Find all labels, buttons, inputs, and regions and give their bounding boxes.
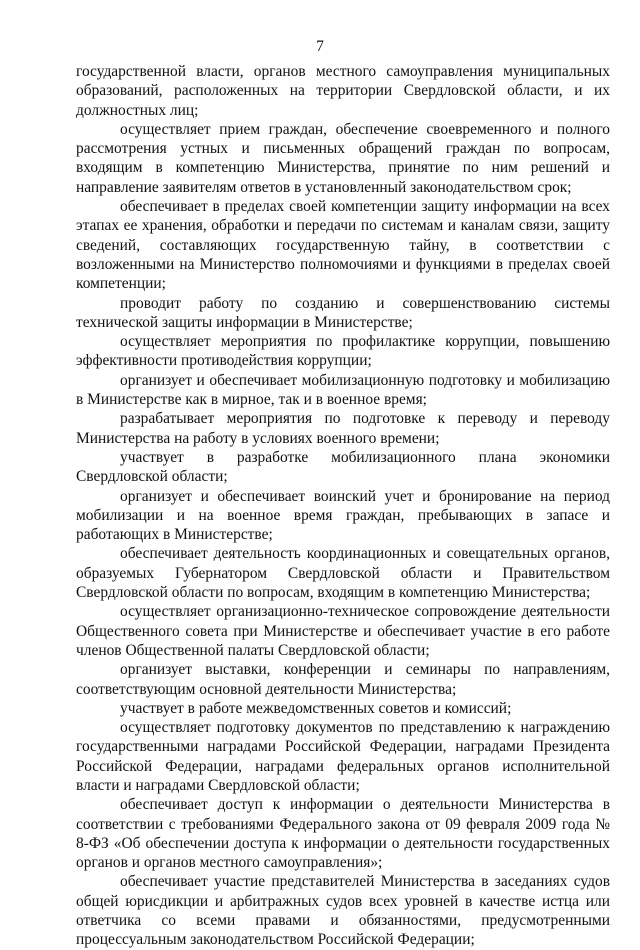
paragraph-continuation: государственной власти, органов местного самоуправления муниципальных образований, расположенных на территории Свердловской области, и их должностных лиц; — [76, 63, 610, 119]
paragraph-technical-protection: проводит работу по созданию и совершенствованию системы технической защиты информации в Министерстве; — [76, 294, 610, 331]
document-body — [76, 62, 610, 950]
paragraph-mobilization-plan: участвует в разработке мобилизационного плана экономики Свердловской области; — [76, 448, 610, 486]
paragraph-citizen-reception: осуществляет прием граждан, обеспечение своевременного и полного рассмотрения устных и письменных обращений граждан по вопросам, входящим в компетенцию Министерства, принятие по ним решений и направление заявителям ответов в установленный законодательством срок; — [76, 120, 610, 196]
paragraph-military-registration: организует и обеспечивает воинский учет и бронирование на период мобилизации и на военное время граждан, пребывающих в запасе и работающих в Министерстве; — [76, 487, 610, 544]
paragraph-public-council: осуществляет организационно-техническое сопровождение деятельности Общественного совета при Министерстве и обеспечивает участие в его работе членов Общественной палаты Свердловской области; — [76, 603, 610, 659]
paragraph-information-access: обеспечивает доступ к информации о деятельности Министерства в соответствии с требованиями Федерального закона от 09 февраля 2009 года № 8-ФЗ «Об обеспечении доступа к информации о деятельности государственных органов и органов местного самоуправления»; — [76, 796, 610, 872]
paragraph-interagency-councils: участвует в работе межведомственных советов и комиссий; — [120, 699, 512, 717]
paragraph-exhibitions: организует выставки, конференции и семинары по направлениям, соответствующим основной деятельности Министерства; — [76, 661, 610, 698]
paragraph-court-representation: обеспечивает участие представителей Министерства в заседаниях судов общей юрисдикции и арбитражных судов всех уровней в качестве истца или ответчика со всеми правами и обязанностями, предусмотренными процессуальным законодательством Российской Федерации; — [76, 873, 610, 949]
paragraph-state-awards: осуществляет подготовку документов по представлению к награждению государственными наградами Российской Федерации, наградами Президента Российской Федерации, наградами федеральных органов исполнительной власти и наградами Свердловской области; — [76, 719, 610, 794]
paragraph-information-protection: обеспечивает в пределах своей компетенции защиту информации на всех этапах ее хранения, обработки и передачи по системам и каналам связи, защиту сведений, составляющих государственную тайну, в соответствии с возложенными на Министерство полномочиями и функциями в пределах своей компетенции; — [76, 198, 610, 293]
paragraph-anti-corruption: осуществляет мероприятия по профилактике коррупции, повышению эффективности противодействия коррупции; — [76, 333, 610, 370]
page-number: 7 — [316, 38, 324, 55]
paragraph-wartime-transfer: разрабатывает мероприятия по подготовке к переводу и переводу Министерства на работу в условиях военного времени; — [76, 410, 610, 447]
paragraph-mobilization: организует и обеспечивает мобилизационную подготовку и мобилизацию в Министерстве как в мирное, так и в военное время; — [76, 371, 610, 409]
paragraph-coordination-bodies: обеспечивает деятельность координационных и совещательных органов, образуемых Губернатором Свердловской области и Правительством Свердловской области по вопросам, входящим в компетенцию Министерства; — [76, 545, 610, 602]
